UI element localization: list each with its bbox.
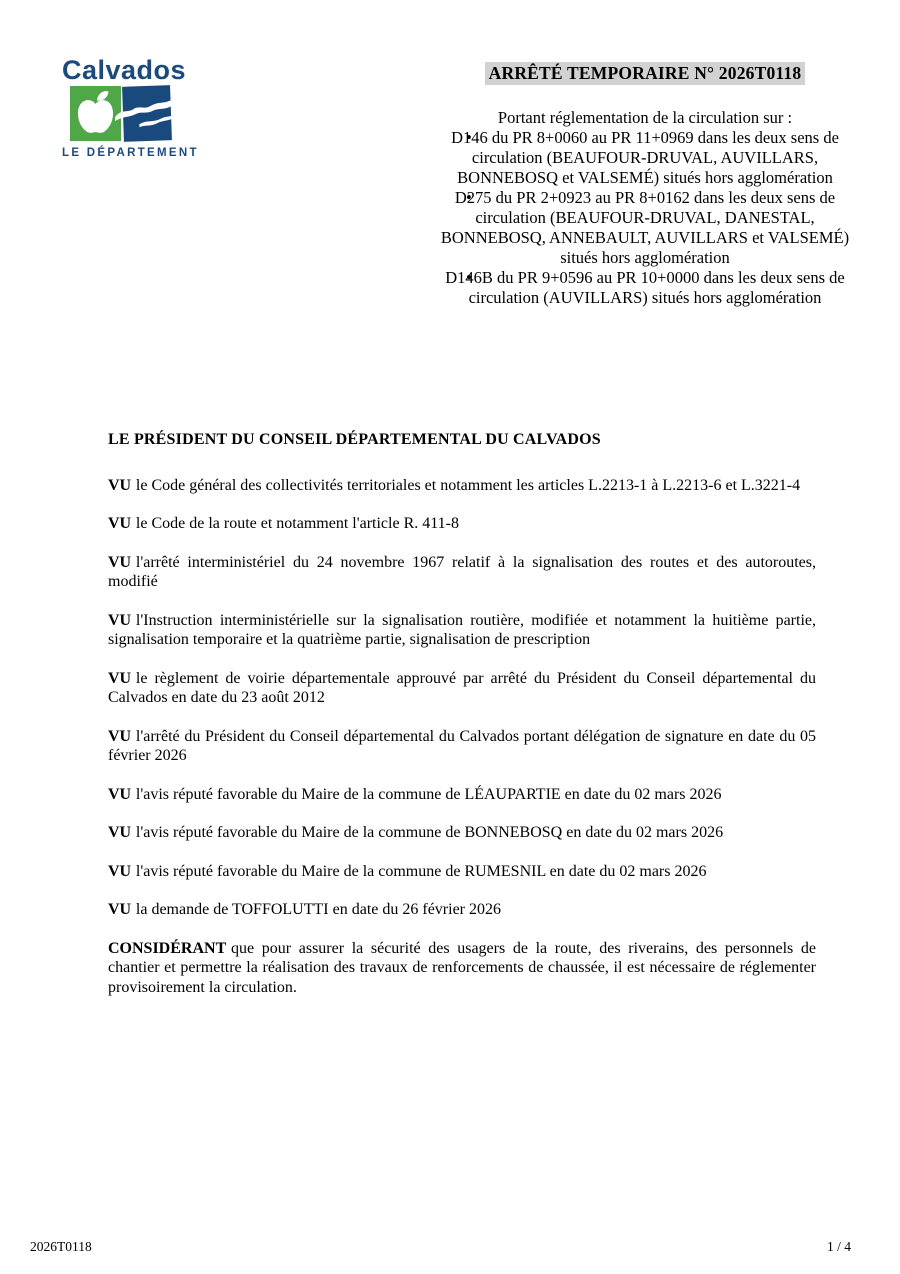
paragraph-text: l'avis réputé favorable du Maire de la commune de BONNEBOSQ en date du 02 mars 2026 — [135, 824, 724, 841]
paragraph-text: la demande de TOFFOLUTTI en date du 26 février 2026 — [135, 901, 501, 918]
doc-subtitle: Portant réglementation de la circulation sur : — [497, 108, 793, 127]
paragraph-text: le Code de la route et notamment l'article R. 411-8 — [135, 515, 459, 532]
header-block — [440, 62, 850, 308]
road-list-item: • D146B du PR 9+0596 au PR 10+0000 dans les deux sens de circulation (AUVILLARS) situés hors agglomération — [440, 268, 850, 308]
apple-icon — [70, 86, 121, 141]
vu-paragraph — [108, 611, 816, 650]
calvados-logo — [62, 55, 199, 159]
paragraph-lead: VU — [108, 669, 132, 687]
vu-paragraph — [108, 727, 816, 766]
paragraph-lead: CONSIDÉRANT — [108, 939, 227, 957]
paragraph-text: l'Instruction interministérielle sur la signalisation routière, modifiée et notamment la huitième partie, signalisation temporaire et la quatrième partie, signalisation de prescription — [108, 611, 816, 648]
paragraph-lead: VU — [108, 553, 132, 571]
logo-emblem — [70, 86, 192, 141]
paragraph-text: l'arrêté du Président du Conseil départemental du Calvados portant délégation de signature en date du 05 février 2026 — [108, 727, 816, 764]
paragraph-text: l'avis réputé favorable du Maire de la commune de LÉAUPARTIE en date du 02 mars 2026 — [135, 785, 722, 803]
paragraph-lead: VU — [108, 611, 132, 629]
paragraph-text: l'avis réputé favorable du Maire de la commune de RUMESNIL en date du 02 mars 2026 — [135, 862, 707, 880]
document-body — [108, 430, 816, 997]
paragraph-lead: VU — [108, 862, 132, 880]
paragraph-text: le Code général des collectivités territoriales et notamment les articles L.2213-1 à L.2213-6 et L.3221-4 — [135, 476, 801, 494]
president-heading: LE PRÉSIDENT DU CONSEIL DÉPARTEMENTAL DU CALVADOS — [108, 431, 601, 448]
paragraph-lead: VU — [108, 727, 132, 745]
vu-paragraph — [108, 900, 816, 920]
paragraph-lead: VU — [108, 515, 132, 532]
considerant-paragraph — [108, 939, 816, 998]
paragraph-lead: VU — [108, 476, 132, 494]
logo-wordmark: Calvados — [62, 55, 187, 85]
doc-title: ARRÊTÉ TEMPORAIRE N° 2026T0118 — [485, 62, 806, 85]
wave-icon — [122, 85, 172, 142]
road-list-item: • D146 du PR 8+0060 au PR 11+0969 dans les deux sens de circulation (BEAUFOUR-DRUVAL, AUVILLARS, BONNEBOSQ et VALSEMÉ) situés hors agglomération — [440, 128, 850, 188]
vu-paragraph — [108, 514, 816, 534]
vu-paragraph — [108, 823, 816, 843]
vu-paragraph — [108, 785, 816, 805]
logo-caption: LE DÉPARTEMENT — [62, 147, 199, 159]
road-list-item: • D275 du PR 2+0923 au PR 8+0162 dans les deux sens de circulation (BEAUFOUR-DRUVAL, DANESTAL, BONNEBOSQ, ANNEBAULT, AUVILLARS et VALSEMÉ) situés hors agglomération — [440, 188, 850, 268]
paragraph-lead: VU — [108, 824, 132, 841]
vu-paragraph — [108, 669, 816, 708]
vu-paragraph — [108, 553, 816, 592]
vu-paragraph — [108, 476, 816, 496]
footer-doc-number: 2026T0118 — [30, 1239, 92, 1254]
paragraph-lead: VU — [108, 785, 132, 803]
footer-page-number: 1 / 4 — [826, 1239, 851, 1254]
paragraph-text: que pour assurer la sécurité des usagers de la route, des riverains, des personnels de chantier et permettre la réalisation des travaux de renforcements de chaussée, il est nécessaire de réglementer provisoirement la circulation. — [108, 939, 816, 996]
logo-green-tile — [70, 86, 121, 141]
logo-blue-tile — [122, 85, 172, 142]
road-list — [440, 128, 850, 308]
paragraph-text: l'arrêté interministériel du 24 novembre 1967 relatif à la signalisation des routes et des autoroutes, modifié — [108, 553, 816, 590]
paragraph-lead: VU — [108, 901, 132, 918]
paragraph-text: le règlement de voirie départementale approuvé par arrêté du Président du Conseil départemental du Calvados en date du 23 août 2012 — [108, 669, 816, 706]
vu-paragraph — [108, 862, 816, 882]
